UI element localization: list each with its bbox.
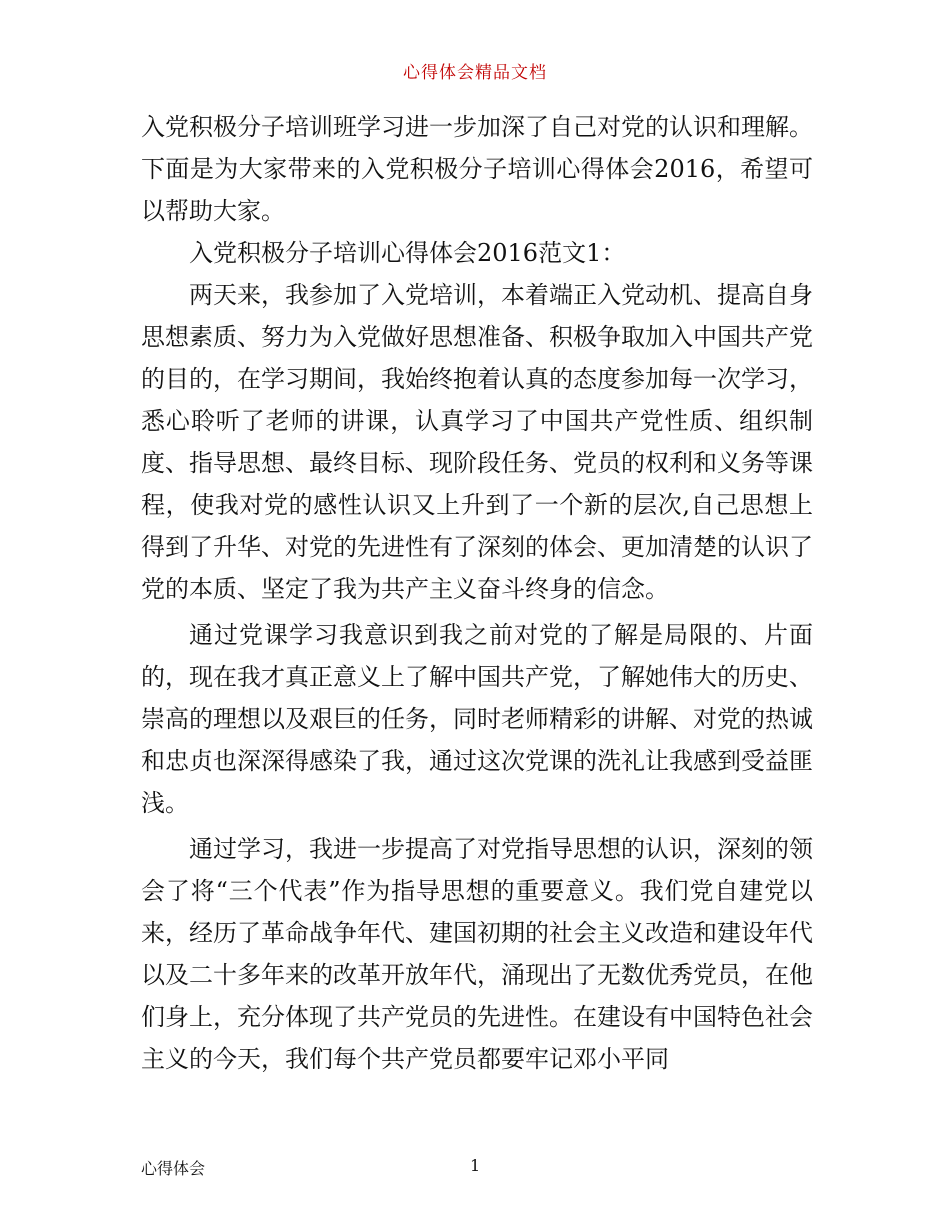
- body-paragraph-1: 两天来，我参加了入党培训，本着端正入党动机、提高自身思想素质、努力为入党做好思想准备、积极争取加入中国共产党的目的，在学习期间，我始终抱着认真的态度参加每一次学习，悉心聆听了老师的讲课，认真学习了中国共产党性质、组织制度、指导思想、最终目标、现阶段任务、党员的权利和义务等课程，使我对党的感性认识又上升到了一个新的层次,自己思想上得到了升华、对党的先进性有了深刻的体会、更加清楚的认识了党的本质、坚定了我为共产主义奋斗终身的信念。: [141, 281, 813, 603]
- page-header-title: 心得体会精品文档: [403, 63, 547, 83]
- page-number: 1: [470, 1156, 481, 1175]
- body-paragraph-2: 通过党课学习我意识到我之前对党的了解是局限的、片面的，现在我才真正意义上了解中国共产党，了解她伟大的历史、崇高的理想以及艰巨的任务，同时老师精彩的讲解、对党的热诚和忠贞也深深得感染了我，通过这次党课的洗礼让我感到受益匪浅。: [141, 621, 813, 817]
- body-paragraph-3: 通过学习，我进一步提高了对党指导思想的认识，深刻的领会了将“三个代表”作为指导思想的重要意义。我们党自建党以来，经历了革命战争年代、建国初期的社会主义改造和建设年代以及二十多年来的改革开放年代，涌现出了无数优秀党员，在他们身上，充分体现了共产党员的先进性。在建设有中国特色社会主义的今天，我们每个共产党员都要牢记邓小平同: [141, 835, 813, 1073]
- document-body: [141, 106, 813, 1080]
- intro-paragraph: 入党积极分子培训班学习进一步加深了自己对党的认识和理解。下面是为大家带来的入党积极分子培训心得体会2016，希望可以帮助大家。: [141, 113, 813, 225]
- section-heading: 入党积极分子培训心得体会2016范文1：: [189, 239, 626, 267]
- footer-label: 心得体会: [141, 1159, 206, 1178]
